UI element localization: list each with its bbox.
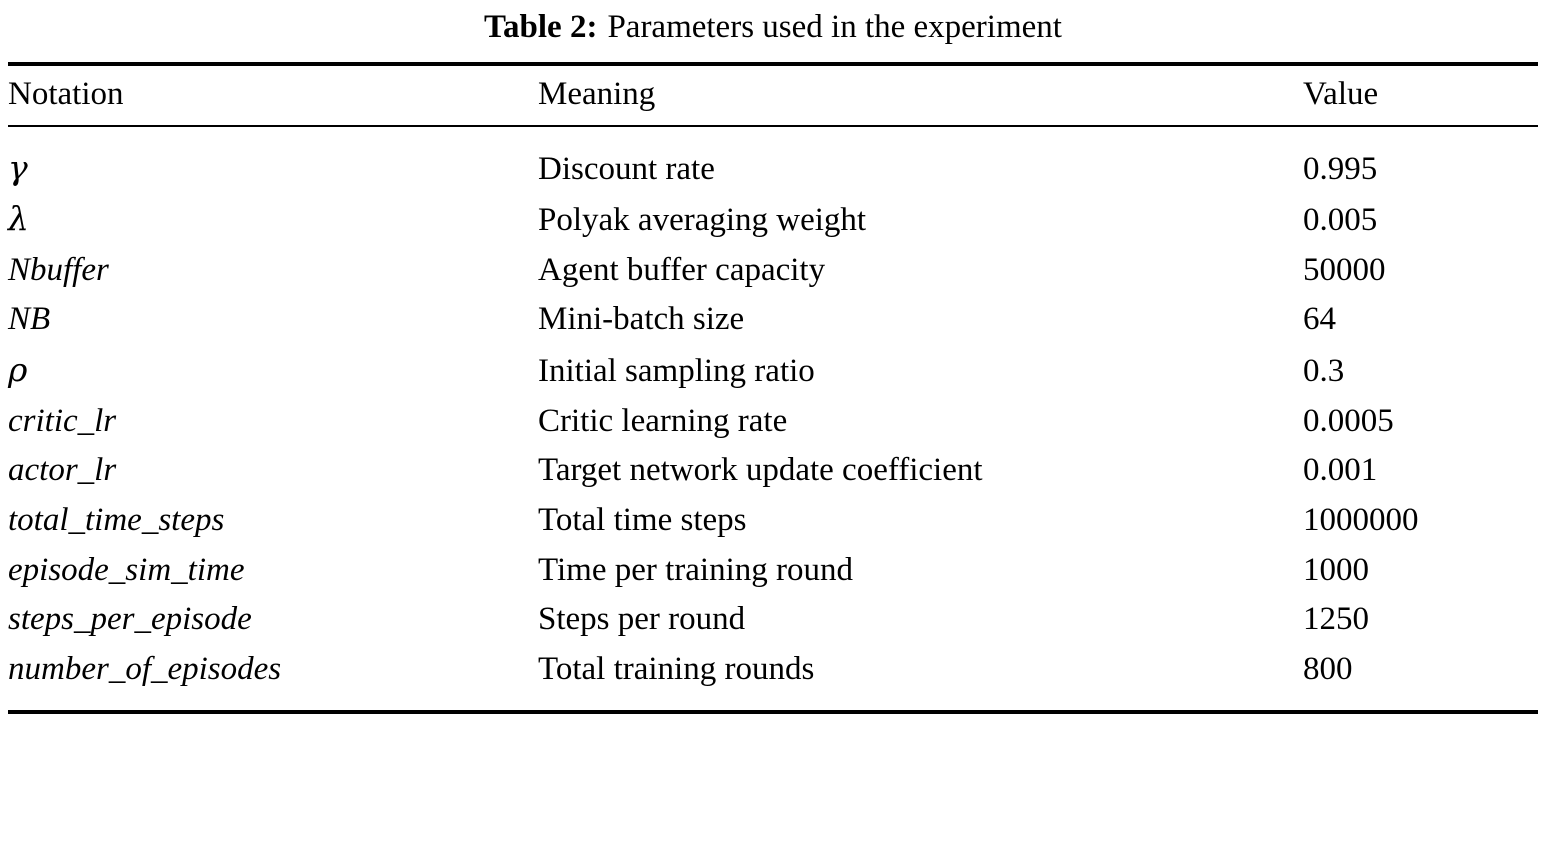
- cell-meaning: Initial sampling ratio: [538, 353, 815, 390]
- table-caption-label: Table 2:: [484, 9, 598, 45]
- cell-notation: critic_lr: [8, 402, 117, 439]
- cell-value: 0.3: [1303, 353, 1345, 390]
- table-row: [8, 496, 1538, 546]
- table-caption: [8, 0, 1538, 62]
- cell-meaning: Mini-batch size: [538, 301, 745, 338]
- table-row: [8, 295, 1538, 345]
- cell-meaning: Target network update coefficient: [538, 452, 983, 489]
- cell-meaning: Agent buffer capacity: [538, 251, 826, 288]
- table-body: [8, 126, 1538, 713]
- cell-meaning: Polyak averaging weight: [538, 202, 867, 239]
- cell-value: 64: [1303, 301, 1336, 338]
- cell-value: 1250: [1303, 601, 1369, 638]
- cell-notation: γ: [8, 147, 28, 187]
- table-row: [8, 246, 1538, 296]
- column-header-meaning: Meaning: [538, 64, 1303, 126]
- cell-notation: number_of_episodes: [8, 650, 282, 687]
- cell-notation: total_time_steps: [8, 501, 225, 538]
- cell-notation: actor_lr: [8, 452, 117, 489]
- column-header-notation: Notation: [8, 64, 538, 126]
- cell-notation: ρ: [8, 350, 28, 390]
- header-divider: [8, 126, 1538, 143]
- table-header-row: [8, 64, 1538, 126]
- table-row: [8, 345, 1538, 397]
- cell-notation: episode_sim_time: [8, 551, 245, 588]
- cell-notation: λ: [8, 199, 29, 239]
- cell-value: 0.995: [1303, 150, 1378, 187]
- table-row: [8, 645, 1538, 695]
- cell-meaning: Steps per round: [538, 601, 746, 638]
- cell-value: 0.0005: [1303, 402, 1394, 439]
- cell-meaning: Discount rate: [538, 150, 715, 187]
- column-header-value: Value: [1303, 64, 1538, 126]
- table-caption-text: Parameters used in the experiment: [607, 9, 1062, 45]
- cell-value: 800: [1303, 650, 1353, 687]
- cell-value: 50000: [1303, 251, 1386, 288]
- cell-value: 0.001: [1303, 452, 1378, 489]
- table-row: [8, 397, 1538, 447]
- table-header: [8, 64, 1538, 126]
- cell-notation: steps_per_episode: [8, 601, 252, 638]
- cell-value: 1000: [1303, 551, 1369, 588]
- cell-value: 1000000: [1303, 501, 1419, 538]
- table-bottom-rule: [8, 694, 1538, 712]
- cell-notation: Nbuffer: [8, 251, 109, 288]
- table-row: [8, 446, 1538, 496]
- table-row: [8, 595, 1538, 645]
- table-row: [8, 143, 1538, 195]
- parameters-table: [8, 62, 1538, 715]
- cell-notation: NB: [8, 301, 51, 338]
- cell-meaning: Total training rounds: [538, 650, 815, 687]
- table-row: [8, 194, 1538, 246]
- cell-meaning: Critic learning rate: [538, 402, 788, 439]
- table-row: [8, 546, 1538, 596]
- cell-meaning: Time per training round: [538, 551, 853, 588]
- cell-meaning: Total time steps: [538, 501, 747, 538]
- cell-value: 0.005: [1303, 202, 1378, 239]
